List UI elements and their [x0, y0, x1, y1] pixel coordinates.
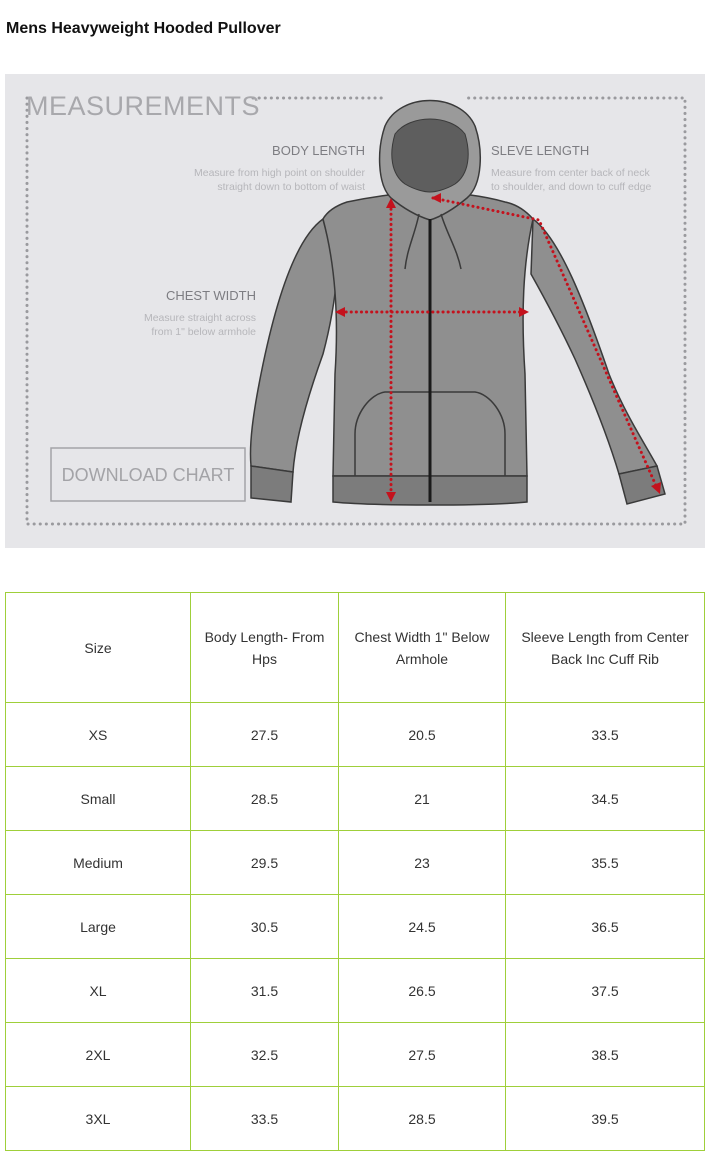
cell-sleeve-length: 35.5 — [506, 831, 705, 895]
cell-sleeve-length: 34.5 — [506, 767, 705, 831]
cell-size: 3XL — [6, 1087, 191, 1151]
cell-size: Medium — [6, 831, 191, 895]
cell-body-length: 31.5 — [191, 959, 339, 1023]
size-chart — [5, 592, 704, 1151]
header-chest-width: Chest Width 1" Below Armhole — [339, 593, 506, 703]
table-header-row — [6, 593, 705, 703]
cell-chest-width: 27.5 — [339, 1023, 506, 1087]
chest-width-desc-1: Measure straight across — [143, 312, 256, 324]
chest-width-label: CHEST WIDTH — [165, 288, 256, 303]
cell-size: Large — [6, 895, 191, 959]
cell-chest-width: 20.5 — [339, 703, 506, 767]
sleeve-length-label: SLEVE LENGTH — [491, 143, 590, 158]
body-length-label: BODY LENGTH — [272, 143, 365, 158]
body-length-desc-2: straight down to bottom of waist — [217, 181, 365, 193]
cell-sleeve-length: 33.5 — [506, 703, 705, 767]
cell-size: Small — [6, 767, 191, 831]
header-body-length: Body Length- From Hps — [191, 593, 339, 703]
cell-body-length: 28.5 — [191, 767, 339, 831]
cell-body-length: 33.5 — [191, 1087, 339, 1151]
sleeve-length-desc-2: to shoulder, and down to cuff edge — [491, 181, 652, 193]
cell-body-length: 29.5 — [191, 831, 339, 895]
cell-chest-width: 21 — [339, 767, 506, 831]
cell-size: XS — [6, 703, 191, 767]
header-size: Size — [6, 593, 191, 703]
cell-chest-width: 26.5 — [339, 959, 506, 1023]
cell-sleeve-length: 38.5 — [506, 1023, 705, 1087]
table-row — [6, 959, 705, 1023]
cell-size: XL — [6, 959, 191, 1023]
cell-body-length: 27.5 — [191, 703, 339, 767]
cell-chest-width: 23 — [339, 831, 506, 895]
body-length-desc-1: Measure from high point on shoulder — [193, 167, 365, 179]
size-table — [5, 592, 705, 1151]
table-row — [6, 703, 705, 767]
cell-body-length: 32.5 — [191, 1023, 339, 1087]
measurements-heading: MEASUREMENTS — [26, 91, 261, 121]
download-chart-label: DOWNLOAD CHART — [61, 465, 235, 485]
cell-chest-width: 28.5 — [339, 1087, 506, 1151]
hoodie-illustration — [250, 101, 665, 506]
cell-chest-width: 24.5 — [339, 895, 506, 959]
table-row — [6, 831, 705, 895]
table-row — [6, 1087, 705, 1151]
table-row — [6, 767, 705, 831]
page-title: Mens Heavyweight Hooded Pullover — [6, 20, 281, 37]
chest-width-desc-2: from 1" below armhole — [151, 326, 256, 338]
cell-sleeve-length: 37.5 — [506, 959, 705, 1023]
cell-size: 2XL — [6, 1023, 191, 1087]
table-row — [6, 895, 705, 959]
cell-sleeve-length: 39.5 — [506, 1087, 705, 1151]
cell-sleeve-length: 36.5 — [506, 895, 705, 959]
measurements-diagram — [5, 74, 705, 548]
download-chart-button[interactable] — [51, 448, 245, 501]
header-sleeve-length: Sleeve Length from Center Back Inc Cuff Rib — [506, 593, 705, 703]
table-row — [6, 1023, 705, 1087]
cell-body-length: 30.5 — [191, 895, 339, 959]
sleeve-length-desc-1: Measure from center back of neck — [491, 167, 650, 179]
